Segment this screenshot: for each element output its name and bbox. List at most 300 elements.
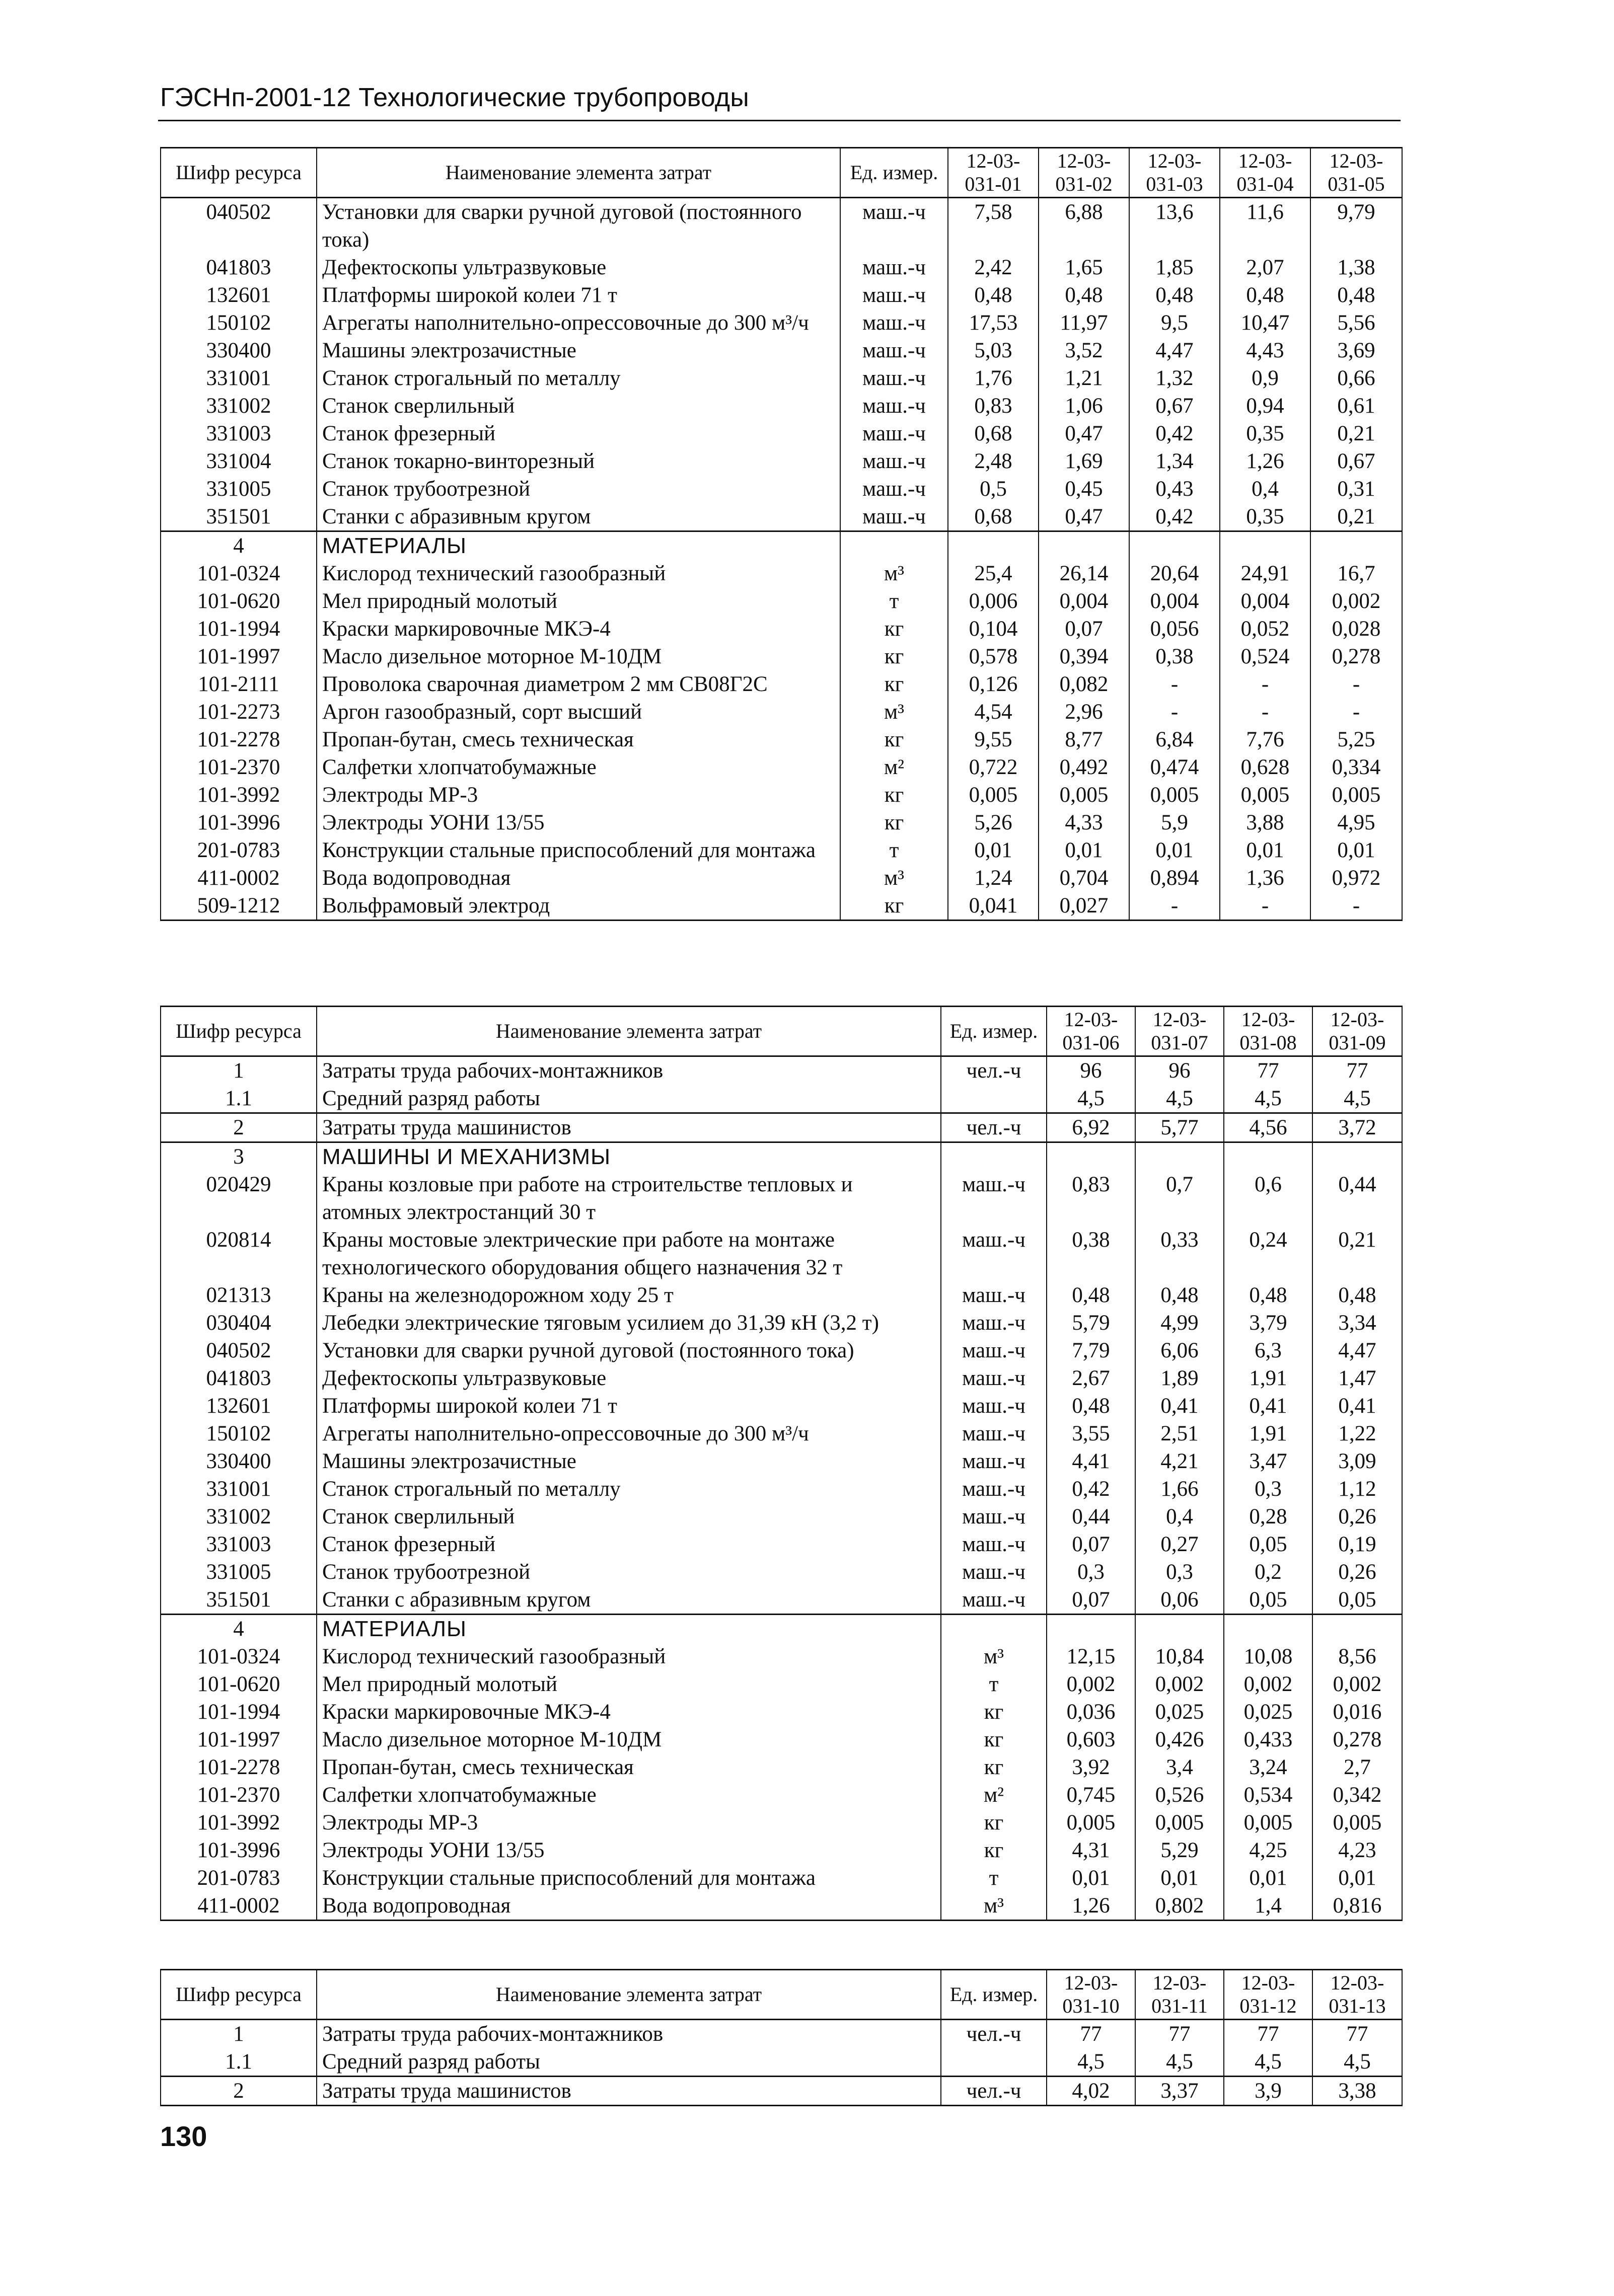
unit-cell: маш.-ч	[840, 281, 948, 309]
value-cell: 9,55	[948, 726, 1039, 753]
value-cell	[1135, 1615, 1224, 1643]
table-row	[161, 1864, 1402, 1892]
table-row	[161, 1364, 1402, 1392]
value-cell: 3,38	[1312, 2077, 1402, 2106]
resource-name: Мел природный молотый	[317, 587, 840, 615]
header-norm-code: 12-03-031-12	[1224, 1970, 1312, 2020]
unit-cell: маш.-ч	[840, 447, 948, 475]
table-row	[161, 254, 1402, 281]
value-cell: 0,07	[1047, 1530, 1135, 1558]
header-norm-code: 12-03-031-02	[1039, 148, 1129, 198]
value-cell: 6,84	[1129, 726, 1220, 753]
value-cell: 0,42	[1129, 503, 1220, 531]
value-cell: 0,68	[948, 503, 1039, 531]
value-cell: 0,005	[1129, 781, 1220, 809]
value-cell: 1,47	[1312, 1364, 1402, 1392]
resource-code: 509-1212	[161, 892, 317, 921]
unit-cell: маш.-ч	[941, 1586, 1047, 1615]
value-cell: 0,83	[948, 392, 1039, 420]
value-cell: 4,95	[1310, 809, 1402, 836]
resource-name: Аргон газообразный, сорт высший	[317, 698, 840, 726]
value-cell: 6,88	[1039, 198, 1129, 254]
value-cell: 4,25	[1224, 1836, 1312, 1864]
resource-name: Дефектоскопы ультразвуковые	[317, 254, 840, 281]
resource-code: 331002	[161, 392, 317, 420]
header-norm-code: 12-03-031-08	[1224, 1007, 1312, 1056]
value-cell: 4,99	[1135, 1309, 1224, 1337]
value-cell	[1047, 1615, 1135, 1643]
resource-code: 101-1994	[161, 1698, 317, 1726]
resource-name: Конструкции стальные приспособлений для монтажа	[317, 1864, 941, 1892]
table-row	[161, 670, 1402, 698]
value-cell: -	[1310, 670, 1402, 698]
table-row	[161, 1836, 1402, 1864]
resource-name: Агрегаты наполнительно-опрессовочные до 300 м³/ч	[317, 1420, 941, 1447]
header-row	[161, 1007, 1402, 1056]
value-cell: 0,005	[1312, 1809, 1402, 1836]
resource-name: Агрегаты наполнительно-опрессовочные до 300 м³/ч	[317, 309, 840, 337]
value-cell: 4,5	[1047, 2048, 1135, 2077]
value-cell: -	[1220, 698, 1310, 726]
resource-code: 330400	[161, 1447, 317, 1475]
resource-code: 101-3992	[161, 1809, 317, 1836]
table-row	[161, 809, 1402, 836]
value-cell: 1,4	[1224, 1892, 1312, 1921]
value-cell: 6,92	[1047, 1113, 1135, 1142]
unit-cell: маш.-ч	[941, 1475, 1047, 1503]
value-cell: 0,06	[1135, 1586, 1224, 1615]
table-row	[161, 337, 1402, 364]
value-cell: 0,722	[948, 753, 1039, 781]
value-cell: 77	[1135, 2020, 1224, 2048]
unit-cell: маш.-ч	[941, 1309, 1047, 1337]
table-row	[161, 615, 1402, 643]
value-cell: 2,96	[1039, 698, 1129, 726]
unit-cell: т	[941, 1670, 1047, 1698]
value-cell: 13,6	[1129, 198, 1220, 254]
unit-cell: кг	[840, 726, 948, 753]
table-row	[161, 1781, 1402, 1809]
table-row	[161, 198, 1402, 254]
value-cell: 0,972	[1310, 864, 1402, 892]
resource-code: 1.1	[161, 2048, 317, 2077]
table-row	[161, 447, 1402, 475]
value-cell: 0,43	[1129, 475, 1220, 503]
value-cell: 0,4	[1135, 1503, 1224, 1530]
table-row	[161, 892, 1402, 921]
resource-name: Станок трубоотрезной	[317, 475, 840, 503]
header-name: Наименование элемента затрат	[317, 148, 840, 198]
value-cell: 4,5	[1047, 1085, 1135, 1113]
resource-code: 101-2370	[161, 1781, 317, 1809]
unit-cell	[941, 2048, 1047, 2077]
table-row	[161, 1753, 1402, 1781]
value-cell: 1,91	[1224, 1420, 1312, 1447]
value-cell: 4,5	[1312, 1085, 1402, 1113]
resource-code: 101-2278	[161, 1753, 317, 1781]
value-cell: 0,4	[1220, 475, 1310, 503]
value-cell: 0,006	[948, 587, 1039, 615]
value-cell: 0,41	[1224, 1392, 1312, 1420]
resource-name: Станки с абразивным кругом	[317, 1586, 941, 1615]
unit-cell: маш.-ч	[840, 503, 948, 531]
value-cell: 0,628	[1220, 753, 1310, 781]
value-cell: 5,03	[948, 337, 1039, 364]
value-cell: 0,21	[1312, 1226, 1402, 1281]
resource-code: 2	[161, 1113, 317, 1142]
value-cell: 3,09	[1312, 1447, 1402, 1475]
value-cell: 0,01	[1224, 1864, 1312, 1892]
value-cell: 0,41	[1312, 1392, 1402, 1420]
value-cell: 4,23	[1312, 1836, 1402, 1864]
value-cell: 0,126	[948, 670, 1039, 698]
header-norm-code: 12-03-031-03	[1129, 148, 1220, 198]
value-cell: 0,524	[1220, 643, 1310, 670]
value-cell: 1,65	[1039, 254, 1129, 281]
resource-name: Краны мостовые электрические при работе на монтаже технологического оборудования общего назначения 32 т	[317, 1226, 941, 1281]
resource-name: Станок сверлильный	[317, 1503, 941, 1530]
value-cell: 0,01	[1135, 1864, 1224, 1892]
resource-name: Электроды МР-3	[317, 1809, 941, 1836]
value-cell: 2,07	[1220, 254, 1310, 281]
value-cell: 3,52	[1039, 337, 1129, 364]
value-cell: 0,005	[1224, 1809, 1312, 1836]
value-cell: 1,12	[1312, 1475, 1402, 1503]
value-cell: 0,67	[1129, 392, 1220, 420]
table-row	[161, 2020, 1402, 2048]
value-cell: 4,5	[1135, 1085, 1224, 1113]
value-cell: 0,004	[1039, 587, 1129, 615]
value-cell: 0,6	[1224, 1171, 1312, 1226]
value-cell: 0,433	[1224, 1726, 1312, 1753]
unit-cell: маш.-ч	[941, 1281, 1047, 1309]
header-norm-code: 12-03-031-10	[1047, 1970, 1135, 2020]
value-cell: 26,14	[1039, 560, 1129, 587]
value-cell: 0,44	[1312, 1171, 1402, 1226]
resource-code: 331003	[161, 1530, 317, 1558]
value-cell: 0,47	[1039, 503, 1129, 531]
value-cell: 0,052	[1220, 615, 1310, 643]
value-cell: 0,21	[1310, 420, 1402, 447]
value-cell: 3,37	[1135, 2077, 1224, 2106]
resource-table-3	[160, 1969, 1403, 2106]
resource-name: Кислород технический газообразный	[317, 1643, 941, 1670]
value-cell: 0,704	[1039, 864, 1129, 892]
table-row	[161, 1503, 1402, 1530]
unit-cell: маш.-ч	[840, 254, 948, 281]
value-cell: 0,3	[1047, 1558, 1135, 1586]
unit-cell: чел.-ч	[941, 2020, 1047, 2048]
unit-cell: маш.-ч	[941, 1171, 1047, 1226]
header-name: Наименование элемента затрат	[317, 1007, 941, 1056]
value-cell: 77	[1312, 2020, 1402, 2048]
value-cell: 0,07	[1047, 1586, 1135, 1615]
value-cell: 0,48	[1129, 281, 1220, 309]
resource-code: 132601	[161, 281, 317, 309]
header-norm-code: 12-03-031-05	[1310, 148, 1402, 198]
resource-name: Вода водопроводная	[317, 1892, 941, 1921]
value-cell: 0,894	[1129, 864, 1220, 892]
value-cell: 3,9	[1224, 2077, 1312, 2106]
resource-name: Вода водопроводная	[317, 864, 840, 892]
value-cell: 25,4	[948, 560, 1039, 587]
table-row	[161, 309, 1402, 337]
value-cell: 3,92	[1047, 1753, 1135, 1781]
resource-code: 150102	[161, 309, 317, 337]
table-row	[161, 1392, 1402, 1420]
resource-code: 101-2278	[161, 726, 317, 753]
header-code: Шифр ресурса	[161, 148, 317, 198]
value-cell: 0,041	[948, 892, 1039, 921]
value-cell: 0,278	[1312, 1726, 1402, 1753]
unit-cell: маш.-ч	[840, 392, 948, 420]
table-row	[161, 726, 1402, 753]
resource-code: 331003	[161, 420, 317, 447]
value-cell: 0,025	[1224, 1698, 1312, 1726]
value-cell: 4,43	[1220, 337, 1310, 364]
resource-name: Салфетки хлопчатобумажные	[317, 753, 840, 781]
resource-code: 4	[161, 531, 317, 560]
header-unit: Ед. измер.	[941, 1970, 1047, 2020]
value-cell: 4,47	[1129, 337, 1220, 364]
value-cell: 0,66	[1310, 364, 1402, 392]
value-cell: 0,004	[1220, 587, 1310, 615]
resource-name: Станок фрезерный	[317, 1530, 941, 1558]
value-cell: 5,26	[948, 809, 1039, 836]
value-cell: 0,082	[1039, 670, 1129, 698]
table-row	[161, 364, 1402, 392]
unit-cell: чел.-ч	[941, 1056, 1047, 1085]
value-cell: 10,84	[1135, 1643, 1224, 1670]
section-row	[161, 1615, 1402, 1643]
value-cell: 0,38	[1129, 643, 1220, 670]
value-cell: 0,35	[1220, 420, 1310, 447]
value-cell	[1224, 1142, 1312, 1171]
value-cell: 4,47	[1312, 1337, 1402, 1364]
table-row	[161, 1726, 1402, 1753]
value-cell: 0,3	[1224, 1475, 1312, 1503]
table-row	[161, 1113, 1402, 1142]
value-cell: 1,85	[1129, 254, 1220, 281]
value-cell	[1047, 1142, 1135, 1171]
unit-cell: чел.-ч	[941, 1113, 1047, 1142]
unit-cell: кг	[840, 892, 948, 921]
resource-code: 030404	[161, 1309, 317, 1337]
resource-code: 351501	[161, 1586, 317, 1615]
value-cell: 9,5	[1129, 309, 1220, 337]
unit-cell: маш.-ч	[941, 1447, 1047, 1475]
unit-cell	[941, 1615, 1047, 1643]
resource-code: 101-0620	[161, 1670, 317, 1698]
resource-name: Установки для сварки ручной дуговой (постоянного тока)	[317, 1337, 941, 1364]
value-cell: 0,603	[1047, 1726, 1135, 1753]
value-cell: 0,48	[1135, 1281, 1224, 1309]
value-cell: 1,32	[1129, 364, 1220, 392]
resource-table-2	[160, 1006, 1403, 1921]
value-cell: 0,05	[1224, 1586, 1312, 1615]
header-name: Наименование элемента затрат	[317, 1970, 941, 2020]
resource-code: 331001	[161, 1475, 317, 1503]
resource-name: Затраты труда рабочих-монтажников	[317, 2020, 941, 2048]
table-row	[161, 587, 1402, 615]
value-cell: 0,01	[1312, 1864, 1402, 1892]
value-cell: 0,44	[1047, 1503, 1135, 1530]
value-cell: 5,79	[1047, 1309, 1135, 1337]
value-cell: 0,745	[1047, 1781, 1135, 1809]
value-cell: 2,51	[1135, 1420, 1224, 1447]
value-cell: 20,64	[1129, 560, 1220, 587]
value-cell: 4,54	[948, 698, 1039, 726]
value-cell	[1312, 1615, 1402, 1643]
resource-code: 101-3996	[161, 1836, 317, 1864]
unit-cell: кг	[840, 809, 948, 836]
resource-code: 101-1994	[161, 615, 317, 643]
value-cell: 0,056	[1129, 615, 1220, 643]
value-cell: 5,77	[1135, 1113, 1224, 1142]
value-cell: 77	[1312, 1056, 1402, 1085]
value-cell: 0,7	[1135, 1171, 1224, 1226]
table-row	[161, 1475, 1402, 1503]
unit-cell: кг	[941, 1698, 1047, 1726]
resource-code: 330400	[161, 337, 317, 364]
resource-name: Электроды УОНИ 13/55	[317, 1836, 941, 1864]
value-cell: 0,002	[1224, 1670, 1312, 1698]
unit-cell: маш.-ч	[840, 420, 948, 447]
resource-name: Мел природный молотый	[317, 1670, 941, 1698]
value-cell: 0,002	[1312, 1670, 1402, 1698]
value-cell: 4,31	[1047, 1836, 1135, 1864]
resource-name: Краски маркировочные МКЭ-4	[317, 615, 840, 643]
value-cell: 4,02	[1047, 2077, 1135, 2106]
resource-code: 351501	[161, 503, 317, 531]
value-cell: 0,01	[1220, 836, 1310, 864]
value-cell	[1310, 531, 1402, 560]
value-cell: 1,89	[1135, 1364, 1224, 1392]
resource-code: 201-0783	[161, 1864, 317, 1892]
value-cell: 10,47	[1220, 309, 1310, 337]
value-cell: 1,76	[948, 364, 1039, 392]
value-cell: 77	[1224, 2020, 1312, 2048]
value-cell	[1220, 531, 1310, 560]
unit-cell: маш.-ч	[840, 364, 948, 392]
header-unit: Ед. измер.	[840, 148, 948, 198]
value-cell: 0,278	[1310, 643, 1402, 670]
unit-cell: маш.-ч	[840, 309, 948, 337]
unit-cell: кг	[840, 670, 948, 698]
resource-code: 101-2273	[161, 698, 317, 726]
value-cell: 0,01	[1129, 836, 1220, 864]
value-cell: 0,68	[948, 420, 1039, 447]
header-rule	[158, 120, 1401, 121]
value-cell: 0,19	[1312, 1530, 1402, 1558]
header-code: Шифр ресурса	[161, 1007, 317, 1056]
resource-name: Станок строгальный по металлу	[317, 364, 840, 392]
resource-code: 411-0002	[161, 864, 317, 892]
section-row	[161, 1142, 1402, 1171]
value-cell: 0,26	[1312, 1558, 1402, 1586]
table-row	[161, 1892, 1402, 1921]
value-cell: 4,5	[1312, 2048, 1402, 2077]
value-cell: 3,88	[1220, 809, 1310, 836]
unit-cell: т	[941, 1864, 1047, 1892]
value-cell: -	[1310, 698, 1402, 726]
unit-cell: кг	[840, 643, 948, 670]
value-cell: 0,27	[1135, 1530, 1224, 1558]
value-cell: 0,005	[948, 781, 1039, 809]
value-cell: 0,005	[1039, 781, 1129, 809]
unit-cell: маш.-ч	[941, 1558, 1047, 1586]
resource-name: Краски маркировочные МКЭ-4	[317, 1698, 941, 1726]
resource-name: Пропан-бутан, смесь техническая	[317, 1753, 941, 1781]
page-number: 130	[160, 2120, 207, 2152]
table-row	[161, 698, 1402, 726]
value-cell: 1,26	[1220, 447, 1310, 475]
resource-name: Масло дизельное моторное М-10ДМ	[317, 643, 840, 670]
resource-name: Станок строгальный по металлу	[317, 1475, 941, 1503]
value-cell: 4,56	[1224, 1113, 1312, 1142]
resource-name: Затраты труда машинистов	[317, 1113, 941, 1142]
section-row	[161, 531, 1402, 560]
value-cell: 0,394	[1039, 643, 1129, 670]
resource-code: 101-0324	[161, 1643, 317, 1670]
value-cell: -	[1129, 698, 1220, 726]
value-cell: 7,76	[1220, 726, 1310, 753]
resource-code: 101-1997	[161, 643, 317, 670]
resource-code: 101-0620	[161, 587, 317, 615]
resource-code: 150102	[161, 1420, 317, 1447]
unit-cell: маш.-ч	[941, 1420, 1047, 1447]
value-cell: 0,004	[1129, 587, 1220, 615]
value-cell: -	[1220, 892, 1310, 921]
value-cell: 0,83	[1047, 1171, 1135, 1226]
value-cell: 3,55	[1047, 1420, 1135, 1447]
unit-cell: маш.-ч	[840, 198, 948, 254]
resource-name: Конструкции стальные приспособлений для монтажа	[317, 836, 840, 864]
header-unit: Ед. измер.	[941, 1007, 1047, 1056]
header-norm-code: 12-03-031-09	[1312, 1007, 1402, 1056]
header-norm-code: 12-03-031-04	[1220, 148, 1310, 198]
value-cell	[948, 531, 1039, 560]
table-row	[161, 1530, 1402, 1558]
value-cell: 2,7	[1312, 1753, 1402, 1781]
header-code: Шифр ресурса	[161, 1970, 317, 2020]
resource-code: 2	[161, 2077, 317, 2106]
resource-code: 201-0783	[161, 836, 317, 864]
value-cell: 0,342	[1312, 1781, 1402, 1809]
value-cell: 0,104	[948, 615, 1039, 643]
value-cell: 0,474	[1129, 753, 1220, 781]
value-cell: 1,24	[948, 864, 1039, 892]
value-cell: 0,94	[1220, 392, 1310, 420]
value-cell: 0,21	[1310, 503, 1402, 531]
value-cell: 0,9	[1220, 364, 1310, 392]
unit-cell: кг	[941, 1753, 1047, 1781]
resource-code: 101-3992	[161, 781, 317, 809]
value-cell: 0,48	[948, 281, 1039, 309]
value-cell: 0,002	[1310, 587, 1402, 615]
section-title: МАШИНЫ И МЕХАНИЗМЫ	[317, 1142, 941, 1171]
value-cell: 0,05	[1312, 1586, 1402, 1615]
table-row	[161, 1809, 1402, 1836]
value-cell: 8,77	[1039, 726, 1129, 753]
value-cell: 0,01	[1039, 836, 1129, 864]
value-cell: 5,56	[1310, 309, 1402, 337]
unit-cell: маш.-ч	[941, 1226, 1047, 1281]
resource-code: 020814	[161, 1226, 317, 1281]
unit-cell: м³	[840, 698, 948, 726]
value-cell: 0,578	[948, 643, 1039, 670]
value-cell: 1,34	[1129, 447, 1220, 475]
